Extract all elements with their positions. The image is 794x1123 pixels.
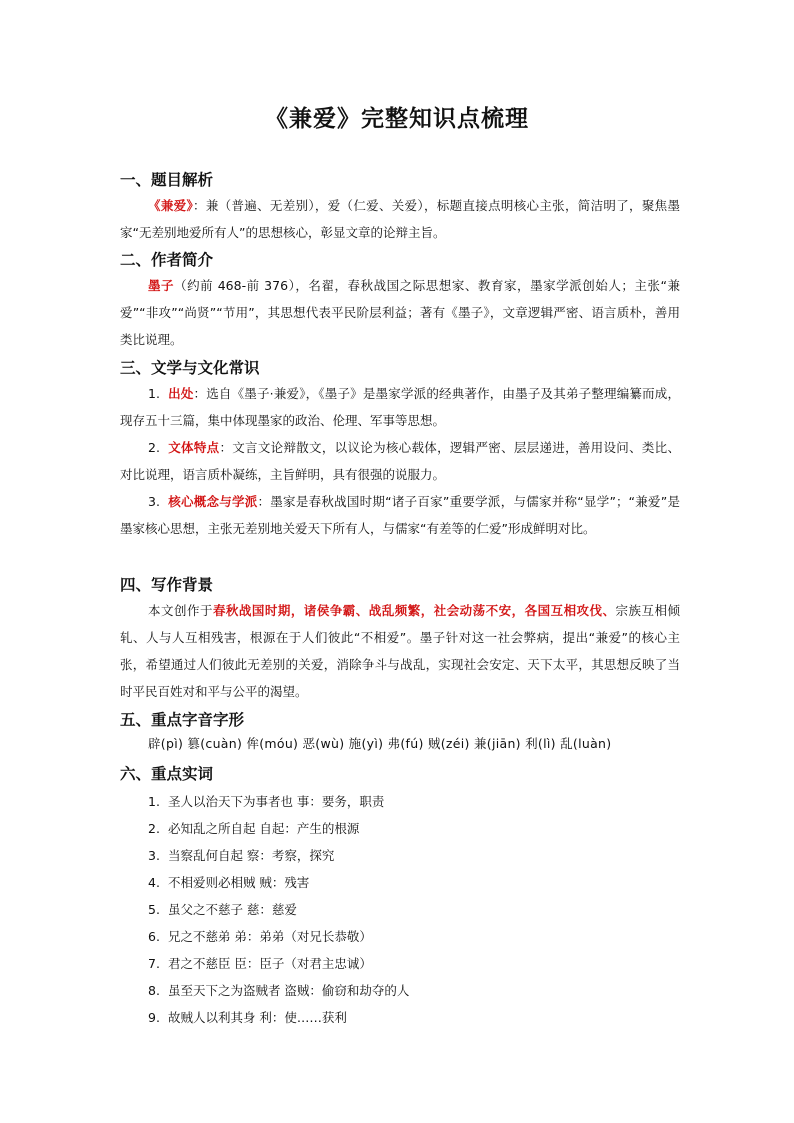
- list-item: [120, 1004, 680, 1031]
- highlight-label: 核心概念与学派: [167, 494, 258, 509]
- section-background: [120, 573, 680, 705]
- list-item: [120, 788, 680, 815]
- section-heading: 一、题目解析: [120, 171, 214, 189]
- list-item: [120, 815, 680, 842]
- list-item: [120, 488, 680, 542]
- item-number: 3.: [148, 848, 160, 863]
- item-number: 4.: [148, 875, 160, 890]
- item-number: 2.: [148, 821, 160, 836]
- list-item: [120, 977, 680, 1004]
- section-paragraph: [120, 272, 680, 353]
- section-title-analysis: [120, 168, 680, 246]
- section-heading: 六、重点实词: [120, 765, 214, 783]
- item-text: ：选自《墨子·兼爱》，《墨子》是墨家学派的经典著作，由墨子及其弟子整理编纂而成，现存五十三篇，集中体现墨家的政治、伦理、军事等思想。: [120, 386, 680, 428]
- item-text: 兄之不慈弟 弟：弟弟（对兄长恭敬）: [167, 929, 372, 944]
- item-text: 必知乱之所自起 自起：产生的根源: [167, 821, 360, 836]
- section-heading: 三、文学与文化常识: [120, 359, 260, 377]
- item-number: 9.: [148, 1010, 160, 1025]
- item-number: 2.: [148, 440, 160, 455]
- item-number: 1.: [148, 794, 160, 809]
- section-pronunciation: [120, 708, 680, 756]
- section-heading: 四、写作背景: [120, 576, 214, 594]
- list-item: [120, 380, 680, 434]
- list-item: [120, 950, 680, 977]
- item-text: 不相爱则必相贼 贼：残害: [167, 875, 310, 890]
- list-item: [120, 923, 680, 950]
- section-key-words: [120, 762, 680, 1031]
- highlight-label: 《兼爱》: [148, 198, 194, 213]
- list-item: [120, 869, 680, 896]
- item-text: 虽至天下之为盗贼者 盗贼：偷窃和劫夺的人: [167, 983, 410, 998]
- section-literature: [120, 356, 680, 542]
- item-number: 5.: [148, 902, 160, 917]
- section-author: [120, 248, 680, 353]
- item-text: 虽父之不慈子 慈：慈爱: [167, 902, 297, 917]
- item-number: 7.: [148, 956, 160, 971]
- list-item: [120, 842, 680, 869]
- item-number: 1.: [148, 386, 160, 401]
- section-paragraph: [120, 192, 680, 246]
- section-heading: 二、作者简介: [120, 251, 214, 269]
- paragraph-text: 宗族互相倾轧、人与人互相残害，根源在于人们彼此“不相爱”。墨子针对这一社会弊病，提出“兼爱”的核心主张，希望通过人们彼此无差别的关爱，消除争斗与战乱，实现社会安定、天下太平，其思想反映了当时平民百姓对和平与公平的渴望。: [120, 603, 680, 699]
- highlight-label: 文体特点: [167, 440, 220, 455]
- item-number: 3.: [148, 494, 160, 509]
- paragraph-text: ：兼（普遍、无差别），爱（仁爱、关爱），标题直接点明核心主张，简洁明了，聚焦墨家“无差别地爱所有人”的思想核心，彰显文章的论辩主旨。: [120, 198, 680, 240]
- list-item: [120, 434, 680, 488]
- section-paragraph: [120, 597, 680, 705]
- highlight-label: 墨子: [148, 278, 175, 293]
- paragraph-text: 本文创作于: [148, 603, 213, 618]
- item-text: 圣人以治天下为事者也 事：要务，职责: [167, 794, 385, 809]
- item-number: 8.: [148, 983, 160, 998]
- item-text: 君之不慈臣 臣：臣子（对君主忠诚）: [167, 956, 372, 971]
- highlight-text: 春秋战国时期，诸侯争霸、战乱频繁，社会动荡不安，各国互相攻伐、: [212, 603, 616, 618]
- item-number: 6.: [148, 929, 160, 944]
- page-title: 《兼爱》完整知识点梳理: [265, 106, 529, 132]
- pinyin-line: 辟(pì) 篡(cuàn) 侔(móu) 恶(wù) 施(yì) 弗(fú) 贼(zéi) 兼(jiān) 利(lì) 乱(luàn): [148, 736, 612, 751]
- highlight-label: 出处: [167, 386, 194, 401]
- item-text: 故贼人以利其身 利：使……获利: [167, 1010, 347, 1025]
- item-text: ：墨家是春秋战国时期“诸子百家”重要学派，与儒家并称“显学”；“兼爱”是墨家核心思想，主张无差别地关爱天下所有人，与儒家“有差等的仁爱”形成鲜明对比。: [120, 494, 680, 536]
- paragraph-text: （约前 468-前 376），名翟，春秋战国之际思想家、教育家，墨家学派创始人；主张“兼爱”“非攻”“尚贤”“节用”，其思想代表平民阶层利益；著有《墨子》，文章逻辑严密、语言质朴，善用类比说理。: [120, 278, 680, 347]
- item-text: 当察乱何自起 察：考察，探究: [167, 848, 335, 863]
- list-item: [120, 896, 680, 923]
- item-text: ：文言文论辩散文，以议论为核心载体，逻辑严密、层层递进，善用设问、类比、对比说理，语言质朴凝练，主旨鲜明，具有很强的说服力。: [120, 440, 680, 482]
- section-heading: 五、重点字音字形: [120, 711, 245, 729]
